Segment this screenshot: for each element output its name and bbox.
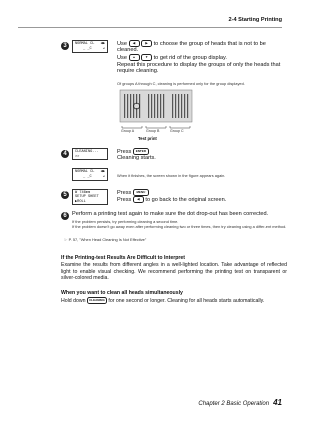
step-5-line2-post: to go back to the original screen. — [143, 197, 227, 204]
page-number: 41 — [273, 398, 282, 407]
step-5-lcd-display — [72, 189, 108, 205]
lcd-normal-line-2: _ _C — [83, 174, 92, 179]
step-4-line2: Cleaning starts. — [117, 155, 156, 162]
step-3-line1-pre: Use — [117, 40, 129, 47]
step-3-line2-pre: Use — [117, 54, 129, 61]
section-clean-all-body — [61, 297, 287, 304]
step-4-number: 4 — [61, 150, 69, 158]
lcd-setup-line: SETUP SHEET — [75, 195, 99, 200]
lcd-width-line: W 746mm — [75, 191, 91, 195]
header-rule — [18, 27, 282, 28]
step-6-text: Perform a printing test again to make sure the dot drop-out has been corrected. — [72, 211, 269, 217]
group-b-label: Group B — [146, 129, 160, 133]
left-arrow-key-icon: ◀ — [133, 196, 144, 203]
section-printing-test-body: Examine the results from different angles in a well-lighted location. Take advantage of reflected light to enable visual checking. We recommend performing the printing test on transparent or silver-colored media. — [61, 262, 287, 282]
page-footer — [198, 398, 282, 407]
group-a-label: Group A — [121, 129, 135, 133]
cleaning-key-icon: CLEANING — [87, 297, 107, 304]
step-4-press: Press — [117, 148, 133, 155]
section-clean-all-pre: Hold down — [61, 297, 87, 304]
step-6-note-2: If the problem doesn't go away even after performing cleaning two or three times, then try cleaning using a differ-ent method. — [72, 224, 287, 229]
footer-chapter-label: Chapter 2 Basic Operation — [198, 401, 270, 407]
step-6-number: 6 — [61, 212, 69, 220]
step-4-note: When it finishes, the screen shown in the figure appears again. — [117, 173, 226, 178]
step-5-press: Press — [117, 189, 133, 196]
enter-key-icon: ENTER — [133, 148, 149, 155]
step-3-line1-post: to choose the group of heads that is not to be cleaned. — [117, 40, 266, 54]
step-3-number: 3 — [61, 42, 69, 50]
lcd-cleaning-line-2: >> — [75, 154, 80, 159]
test-print-caption: Test print — [138, 136, 157, 141]
up-arrow-key-icon: ▲ — [129, 54, 140, 61]
step-3-lcd-display — [72, 40, 108, 53]
lcd-line-1: NORMAL CL — [75, 42, 95, 46]
step-3-line3: Repeat this procedure to display the groups of only the heads that require cleaning. — [117, 61, 281, 75]
lcd-roll-line: ▶ROLL — [75, 199, 86, 204]
lcd-line-2: _ _C — [83, 46, 92, 51]
lcd-arrows-icon: ◀▶ — [100, 42, 105, 46]
step-6-reference-link[interactable]: ☞ P. 57, "When Head Cleaning Is Not Effective" — [64, 237, 147, 242]
step-5-line2-pre: Press — [117, 197, 133, 204]
step-6-notes — [72, 219, 287, 229]
step-3-line2-post: to get rid of the group display. — [152, 54, 227, 61]
section-clean-all-title: When you want to clean all heads simultaneously — [61, 290, 183, 296]
menu-key-icon: MENU — [133, 189, 149, 196]
lcd-cleaning-line-1: CLEANING... — [75, 150, 99, 154]
lcd-enter-icon: ↵ — [102, 46, 105, 51]
lcd-normal-line-1: NORMAL CL — [75, 170, 95, 174]
lcd-arrows-icon: ◀▶ — [100, 170, 105, 174]
section-clean-all-post: for one second or longer. Cleaning for all heads starts automatically. — [106, 297, 265, 304]
step-3-text — [117, 40, 282, 75]
step-4-lcd-normal — [72, 168, 108, 181]
group-c-label: Group C — [170, 129, 184, 133]
right-arrow-key-icon: ▶ — [141, 40, 152, 47]
step-5-number: 5 — [61, 191, 69, 199]
step-6-note-1: If the problem persists, try performing cleaning a second time. — [72, 219, 179, 224]
left-arrow-key-icon: ◀ — [129, 40, 140, 47]
page-header-title: 2-4 Starting Printing — [228, 17, 282, 23]
lcd-enter-icon: ↵ — [102, 174, 105, 179]
down-arrow-key-icon: ▼ — [141, 54, 152, 61]
step-4-lcd-cleaning — [72, 148, 108, 160]
step-5-text — [117, 189, 282, 204]
step-3-note: Of groups A through C, cleaning is performed only for the group displayed. — [117, 81, 245, 86]
step-4-text — [117, 148, 282, 162]
section-printing-test-title: If the Printing-test Results Are Difficult to Interpret — [61, 255, 186, 261]
